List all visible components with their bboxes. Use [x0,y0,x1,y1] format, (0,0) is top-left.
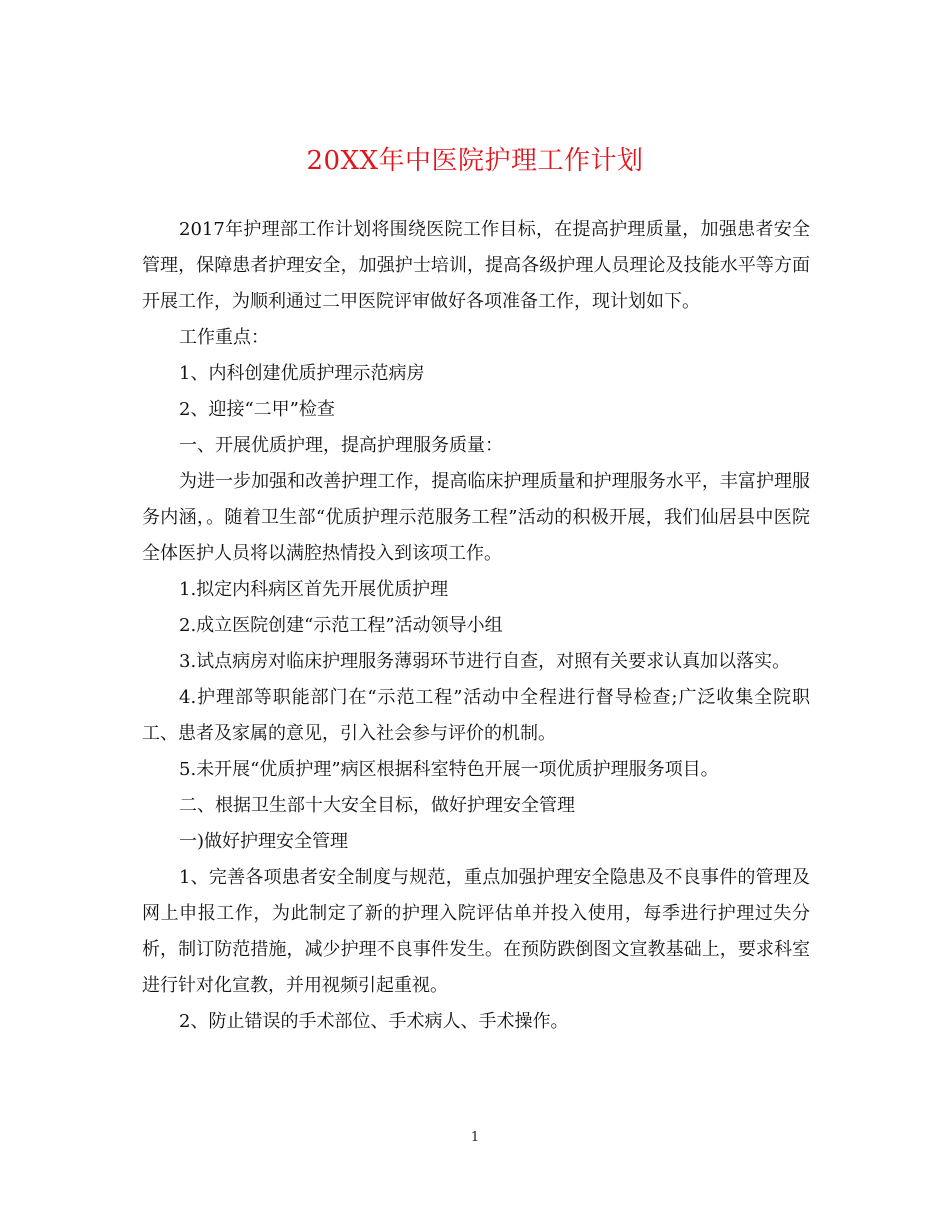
paragraph-safety-1: 1、完善各项患者安全制度与规范，重点加强护理安全隐患及不良事件的管理及网上申报工作，为此制定了新的护理入院评估单并投入使用，每季进行护理过失分析，制订防范措施，减少护理不良事件发生。在预防跌倒图文宣教基础上，要求科室进行针对化宣教，并用视频引起重视。 [142,867,810,996]
document-body [142,212,810,1040]
section-heading-2: 二、根据卫生部十大安全目标，做好护理安全管理 [179,795,575,816]
subsection-heading-1: 一)做好护理安全管理 [179,831,349,852]
list-item-4: 4.护理部等职能部门在“示范工程”活动中全程进行督导检查;广泛收集全院职工、患者及家属的意见，引入社会参与评价的机制。 [142,687,810,744]
list-item-1: 1.拟定内科病区首先开展优质护理 [179,579,449,600]
paragraph-key-point-1: 1、内科创建优质护理示范病房 [179,363,425,384]
document-title: 20XX年中医院护理工作计划 [306,146,644,176]
list-item-5: 5.未开展“优质护理”病区根据科室特色开展一项优质护理服务项目。 [179,759,719,780]
list-item-2: 2.成立医院创建“示范工程”活动领导小组 [179,615,503,636]
page-number: 1 [470,1130,480,1145]
paragraph-key-point-2: 2、迎接“二甲”检查 [179,399,335,420]
section-heading-1: 一、开展优质护理，提高护理服务质量： [179,435,503,456]
paragraph-intro: 2017年护理部工作计划将围绕医院工作目标，在提高护理质量，加强患者安全管理，保障患者护理安全，加强护士培训，提高各级护理人员理论及技能水平等方面开展工作，为顺利通过二甲医院评审做好各项准备工作，现计划如下。 [142,219,810,312]
list-item-3: 3.试点病房对临床护理服务薄弱环节进行自查，对照有关要求认真加以落实。 [179,651,791,672]
paragraph-key-points-heading: 工作重点： [179,327,269,348]
paragraph-safety-2: 2、防止错误的手术部位、手术病人、手术操作。 [179,1011,569,1032]
paragraph-section-1-intro: 为进一步加强和改善护理工作，提高临床护理质量和护理服务水平，丰富护理服务内涵，。随着卫生部“优质护理示范服务工程”活动的积极开展，我们仙居县中医院全体医护人员将以满腔热情投入到该项工作。 [142,471,810,564]
